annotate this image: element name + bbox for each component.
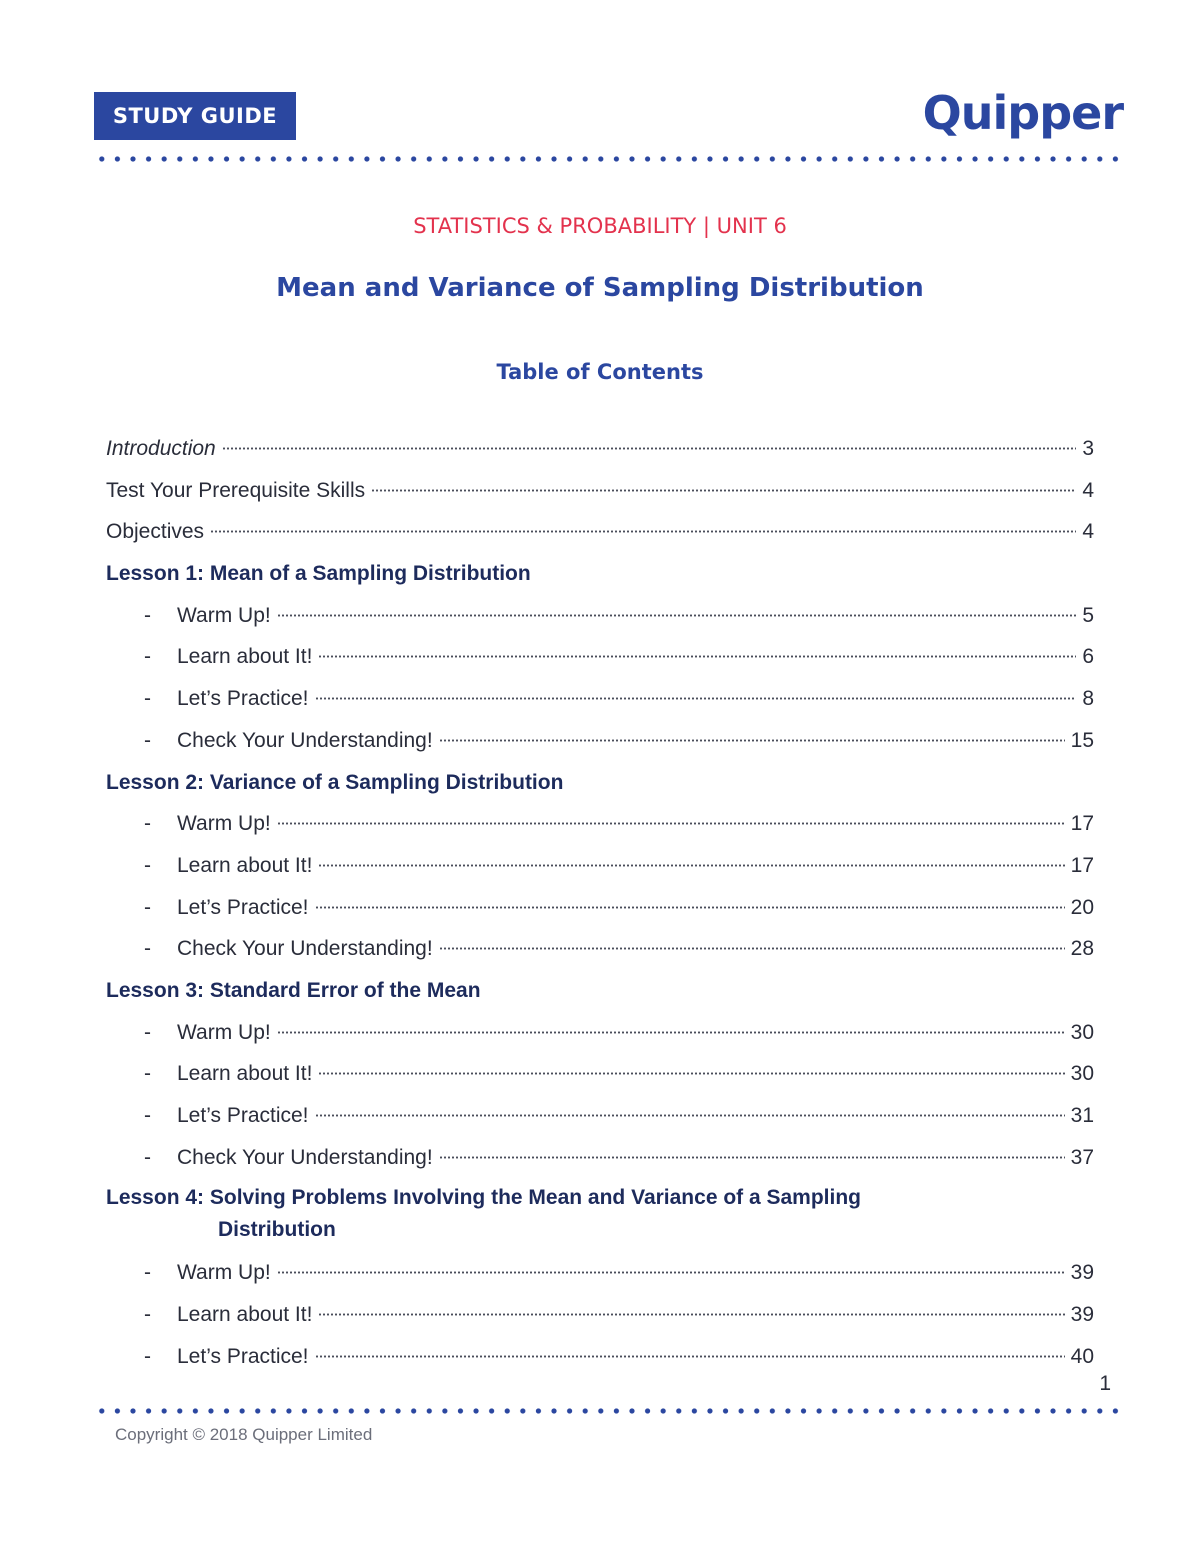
bullet-dash: - [144, 895, 151, 919]
toc-entry-page: 4 [1082, 478, 1094, 502]
dot-leader [318, 864, 1064, 867]
toc-entry-page: 40 [1070, 1344, 1094, 1368]
toc-entry-page: 39 [1070, 1303, 1094, 1327]
toc-subentry[interactable] [106, 891, 1094, 933]
toc-subentry[interactable] [106, 599, 1094, 641]
copyright-notice: Copyright © 2018 Quipper Limited [115, 1425, 373, 1444]
toc-entry-label: Objectives [106, 520, 205, 544]
toc-subentry[interactable] [106, 849, 1094, 891]
bullet-dash: - [144, 1145, 151, 1169]
bullet-dash: - [144, 1261, 151, 1285]
lesson-4-title-line-2: Distribution [218, 1218, 336, 1242]
dot-leader [277, 1031, 1065, 1034]
bullet-dash: - [144, 687, 151, 711]
dot-leader [315, 906, 1065, 909]
toc-lesson-3-heading[interactable]: Lesson 3: Standard Error of the Mean [106, 978, 481, 1002]
toc-subentry[interactable] [106, 1340, 1094, 1382]
bullet-dash: - [144, 853, 151, 877]
toc-subentry[interactable] [106, 1141, 1094, 1183]
toc-lesson-2-heading[interactable]: Lesson 2: Variance of a Sampling Distribution [106, 770, 564, 794]
toc-heading: Table of Contents [496, 360, 704, 384]
quipper-logo: Quipper [922, 86, 1123, 140]
toc-entry-introduction[interactable] [106, 432, 1094, 474]
toc-entry-page: 4 [1082, 520, 1094, 544]
toc-entry-label: Warm Up! [177, 603, 271, 627]
bullet-dash: - [144, 1062, 151, 1086]
toc-entry-label: Check Your Understanding! [177, 728, 433, 752]
toc-entry-label: Learn about It! [177, 853, 313, 877]
toc-entry-page: 39 [1070, 1261, 1094, 1285]
dot-leader [210, 530, 1076, 533]
toc-entry-page: 28 [1070, 937, 1094, 961]
toc-entry-objectives[interactable] [106, 515, 1094, 557]
dot-leader [439, 739, 1065, 742]
toc-entry-page: 17 [1070, 812, 1094, 836]
toc-subentry[interactable] [106, 1057, 1094, 1099]
dot-leader [315, 1114, 1065, 1117]
page-title: Mean and Variance of Sampling Distribution [276, 273, 924, 303]
toc-subentry[interactable] [106, 932, 1094, 974]
bullet-dash: - [144, 937, 151, 961]
toc-entry-page: 30 [1070, 1020, 1094, 1044]
dot-leader [318, 1072, 1064, 1075]
subject-unit-label: STATISTICS & PROBABILITY | UNIT 6 [413, 214, 787, 238]
toc-entry-page: 8 [1082, 687, 1094, 711]
page-number: 1 [1099, 1372, 1111, 1395]
toc-lesson-1-heading[interactable]: Lesson 1: Mean of a Sampling Distribution [106, 562, 531, 586]
toc-subentry[interactable] [106, 807, 1094, 849]
toc-subentry[interactable] [106, 1016, 1094, 1058]
toc-subentry[interactable] [106, 1099, 1094, 1141]
toc-subentry[interactable] [106, 1298, 1094, 1340]
toc-lesson-4-heading[interactable] [106, 1182, 1094, 1256]
bullet-dash: - [144, 812, 151, 836]
dot-leader [439, 1156, 1065, 1159]
toc-entry-label: Check Your Understanding! [177, 937, 433, 961]
dot-leader [371, 489, 1076, 492]
toc-subentry[interactable] [106, 724, 1094, 766]
dot-leader [277, 614, 1077, 617]
toc-entry-label: Introduction [106, 437, 216, 460]
toc-entry-page: 3 [1082, 437, 1094, 460]
toc-entry-label: Warm Up! [177, 1020, 271, 1044]
footer-dotted-divider [94, 1408, 1125, 1414]
dot-leader [222, 447, 1077, 450]
toc-entry-label: Learn about It! [177, 1062, 313, 1086]
bullet-dash: - [144, 645, 151, 669]
dot-leader [318, 1313, 1064, 1316]
bullet-dash: - [144, 603, 151, 627]
toc-entry-page: 37 [1070, 1145, 1094, 1169]
study-guide-badge: STUDY GUIDE [94, 92, 296, 140]
toc-subentry[interactable] [106, 682, 1094, 724]
lesson-4-title-line-1: Lesson 4: Solving Problems Involving the Mean and Variance of a Sampling [106, 1186, 862, 1210]
bullet-dash: - [144, 1303, 151, 1327]
bullet-dash: - [144, 728, 151, 752]
toc-entry-label: Warm Up! [177, 1261, 271, 1285]
bullet-dash: - [144, 1020, 151, 1044]
toc-entry-label: Let’s Practice! [177, 687, 309, 711]
toc-entry-label: Learn about It! [177, 1303, 313, 1327]
table-of-contents [106, 432, 1094, 1381]
dot-leader [315, 697, 1077, 700]
toc-entry-label: Warm Up! [177, 812, 271, 836]
toc-entry-label: Let’s Practice! [177, 1104, 309, 1127]
dot-leader [439, 947, 1065, 950]
header-dotted-divider [94, 156, 1125, 162]
toc-entry-page: 15 [1070, 728, 1094, 752]
dot-leader [315, 1355, 1065, 1358]
toc-entry-label: Learn about It! [177, 645, 313, 669]
toc-entry-prerequisite-skills[interactable] [106, 474, 1094, 516]
dot-leader [277, 822, 1065, 825]
toc-subentry[interactable] [106, 1256, 1094, 1298]
bullet-dash: - [144, 1344, 151, 1368]
toc-entry-page: 20 [1070, 895, 1094, 919]
toc-entry-page: 30 [1070, 1062, 1094, 1086]
dot-leader [318, 655, 1076, 658]
toc-entry-page: 5 [1082, 603, 1094, 627]
bullet-dash: - [144, 1104, 151, 1127]
toc-entry-page: 31 [1070, 1104, 1094, 1127]
toc-entry-label: Let’s Practice! [177, 895, 309, 919]
toc-entry-label: Test Your Prerequisite Skills [106, 478, 366, 502]
toc-entry-label: Let’s Practice! [177, 1344, 309, 1368]
dot-leader [277, 1271, 1065, 1274]
toc-entry-page: 17 [1070, 853, 1094, 877]
toc-entry-label: Check Your Understanding! [177, 1145, 433, 1169]
toc-subentry[interactable] [106, 640, 1094, 682]
toc-entry-page: 6 [1082, 645, 1094, 669]
